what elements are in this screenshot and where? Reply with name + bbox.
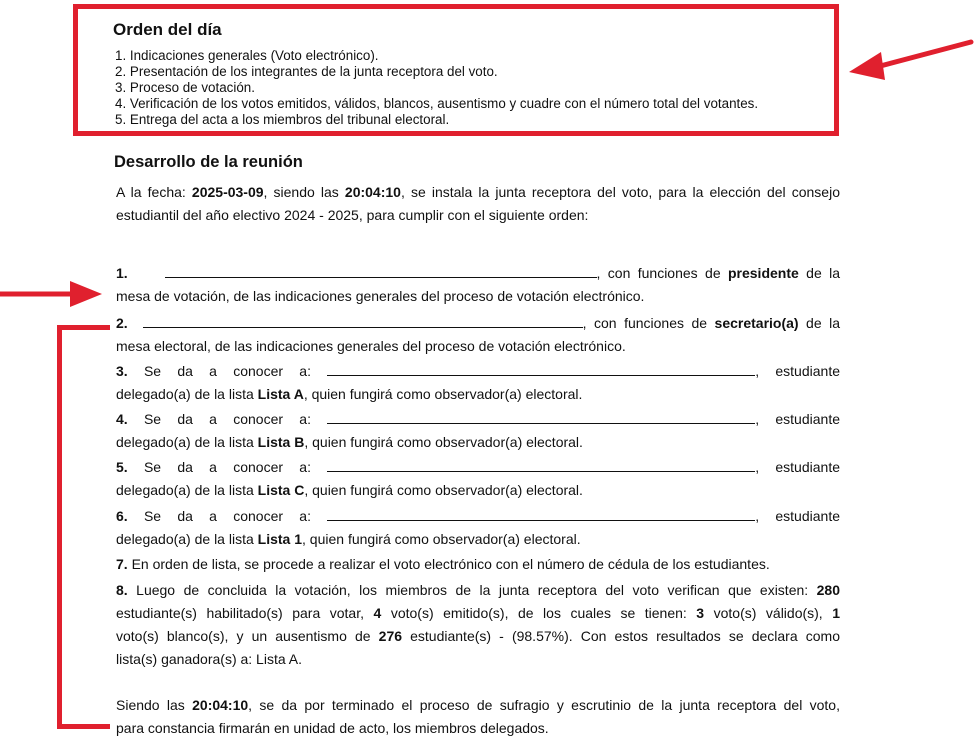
item-4 (116, 408, 840, 454)
agenda-item-3: 3. Proceso de votación. (115, 80, 255, 95)
intro-line-2: estudiantil del año electivo 2024 - 2025, para cumplir con el siguiente orden: (116, 207, 589, 223)
emitted-count: 4 (373, 605, 382, 621)
president-name-blank (165, 265, 597, 278)
item-8 (116, 579, 840, 671)
agenda-item-4: 4. Verificación de los votos emitidos, válidos, blancos, ausentismo y cuadre con el número total del votantes. (115, 96, 759, 111)
agenda-item-5: 5. Entrega del acta a los miembros del tribunal electoral. (115, 112, 450, 127)
delegate-1-blank (327, 508, 755, 521)
item-4-line-1: 4. Se da a conocer a: , estudiante (116, 411, 840, 427)
item-7 (116, 553, 840, 576)
delegate-a-blank (327, 363, 755, 376)
item-6-line-2: delegado(a) de la lista Lista 1, quien fungirá como observador(a) electoral. (116, 531, 581, 547)
item-1 (116, 262, 840, 308)
item-1-line-1: 1. , con funciones de presidente de la (116, 265, 841, 281)
item-2 (116, 312, 840, 358)
bracket-vertical-line (57, 325, 62, 729)
delegate-c-blank (327, 459, 755, 472)
meeting-time: 20:04:10 (344, 184, 401, 200)
arrow-right-icon (0, 280, 105, 310)
secretary-name-blank (143, 315, 583, 328)
closing-line-2: para constancia firmarán en unidad de acto, los miembros delegados. (116, 720, 549, 736)
item-2-line-1: 2. , con funciones de secretario(a) de la (116, 315, 841, 331)
item-3 (116, 360, 840, 406)
item-1-line-2: mesa de votación, de las indicaciones generales del proceso de votación electrónico. (116, 288, 645, 304)
bracket-bottom-line (57, 724, 110, 729)
item-8-line-1: 8. Luego de concluida la votación, los miembros de la junta receptora del voto verifican que existen: 280 (116, 582, 840, 598)
role-president: presidente (727, 265, 799, 281)
item-5-line-2: delegado(a) de la lista Lista C, quien fungirá como observador(a) electoral. (116, 482, 583, 498)
meeting-date: 2025-03-09 (191, 184, 264, 200)
agenda-item-2: 2. Presentación de los integrantes de la junta receptora del voto. (115, 64, 498, 79)
valid-count: 3 (696, 605, 705, 621)
section-title: Desarrollo de la reunión (114, 153, 303, 171)
role-secretary: secretario(a) (714, 315, 799, 331)
agenda-title: Orden del día (113, 20, 222, 39)
intro-paragraph (116, 181, 840, 227)
closing-time: 20:04:10 (192, 697, 249, 713)
intro-line-1: A la fecha: 2025-03-09, siendo las 20:04:10, se instala la junta receptora del voto, para la elección del consejo (116, 184, 840, 200)
item-5 (116, 456, 840, 502)
item-4-line-2: delegado(a) de la lista Lista B, quien fungirá como observador(a) electoral. (116, 434, 583, 450)
item-8-line-2: estudiante(s) habilitado(s) para votar, 4 voto(s) emitido(s), de los cuales se tienen: 3 voto(s) válido(s), 1 (116, 605, 841, 621)
item-8-line-3: voto(s) blanco(s), y un ausentismo de 276 estudiante(s) - (98.57%). Con estos resultados se declara como (116, 628, 840, 644)
closing-line-1: Siendo las 20:04:10, se da por terminado el proceso de sufragio y escrutinio de la junta receptora del voto, (116, 697, 840, 713)
item-6 (116, 505, 840, 551)
item-6-line-1: 6. Se da a conocer a: , estudiante (116, 508, 840, 524)
item-8-line-4: lista(s) ganadora(s) a: Lista A. (116, 651, 302, 667)
item-2-line-2: mesa electoral, de las indicaciones generales del proceso de votación electrónico. (116, 338, 626, 354)
delegate-b-blank (327, 411, 755, 424)
arrow-left-icon (845, 36, 975, 86)
agenda-item-1: 1. Indicaciones generales (Voto electrónico). (115, 48, 379, 63)
item-3-line-1: 3. Se da a conocer a: , estudiante (116, 363, 840, 379)
item-3-line-2: delegado(a) de la lista Lista A, quien fungirá como observador(a) electoral. (116, 386, 583, 402)
blank-count: 1 (832, 605, 841, 621)
item-7-line-1: 7. En orden de lista, se procede a realizar el voto electrónico con el número de cédula de los estudiantes. (116, 556, 770, 572)
closing-paragraph (116, 694, 840, 740)
bracket-top-line (57, 325, 110, 330)
item-5-line-1: 5. Se da a conocer a: , estudiante (116, 459, 840, 475)
absent-count: 276 (378, 628, 403, 644)
enabled-count: 280 (816, 582, 840, 598)
